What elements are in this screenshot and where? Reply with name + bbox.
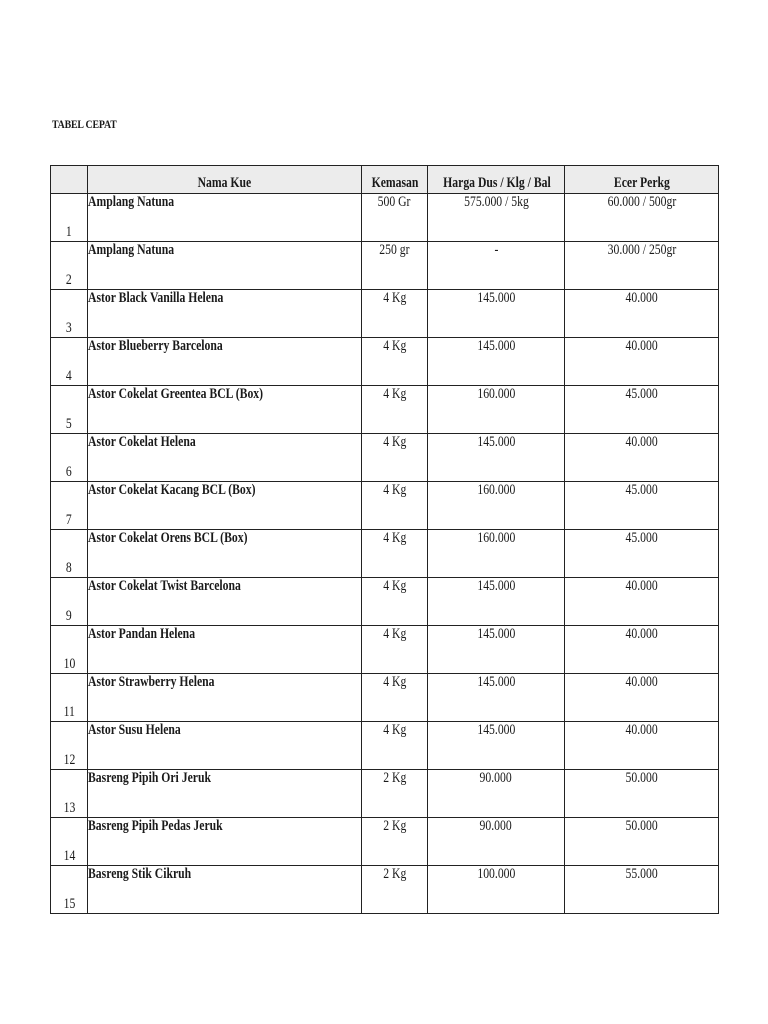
bulk-price-cell: 145.000 xyxy=(428,434,565,482)
bulk-price-cell: 145.000 xyxy=(428,626,565,674)
table-row xyxy=(51,818,719,866)
header-bulk-price: Harga Dus / Klg / Bal xyxy=(428,166,565,194)
bulk-price-cell: 145.000 xyxy=(428,290,565,338)
product-name-cell: Astor Cokelat Helena xyxy=(88,434,362,482)
row-number-cell: 12 xyxy=(51,722,88,770)
product-name-cell: Basreng Pipih Ori Jeruk xyxy=(88,770,362,818)
packaging-cell: 4 Kg xyxy=(362,482,428,530)
table-row xyxy=(51,530,719,578)
bulk-price-cell: 90.000 xyxy=(428,770,565,818)
retail-price-cell: 60.000 / 500gr xyxy=(565,194,719,242)
table-row xyxy=(51,194,719,242)
row-number-cell: 2 xyxy=(51,242,88,290)
packaging-cell: 4 Kg xyxy=(362,674,428,722)
bulk-price-cell: 145.000 xyxy=(428,674,565,722)
retail-price-cell: 55.000 xyxy=(565,866,719,914)
bulk-price-cell: 160.000 xyxy=(428,482,565,530)
product-name-cell: Astor Cokelat Kacang BCL (Box) xyxy=(88,482,362,530)
retail-price-cell: 40.000 xyxy=(565,722,719,770)
packaging-cell: 4 Kg xyxy=(362,434,428,482)
table-row xyxy=(51,866,719,914)
packaging-cell: 4 Kg xyxy=(362,722,428,770)
product-name-cell: Astor Cokelat Greentea BCL (Box) xyxy=(88,386,362,434)
row-number-cell: 14 xyxy=(51,818,88,866)
bulk-price-cell: 575.000 / 5kg xyxy=(428,194,565,242)
table-row xyxy=(51,338,719,386)
product-name-cell: Amplang Natuna xyxy=(88,242,362,290)
retail-price-cell: 40.000 xyxy=(565,674,719,722)
header-retail-price: Ecer Perkg xyxy=(565,166,719,194)
document-title: TABEL CEPAT xyxy=(52,117,117,131)
table-body xyxy=(51,194,719,914)
product-name-cell: Astor Cokelat Twist Barcelona xyxy=(88,578,362,626)
table-row xyxy=(51,242,719,290)
row-number-cell: 1 xyxy=(51,194,88,242)
product-name-cell: Astor Susu Helena xyxy=(88,722,362,770)
row-number-cell: 13 xyxy=(51,770,88,818)
row-number-cell: 7 xyxy=(51,482,88,530)
table-row xyxy=(51,290,719,338)
retail-price-cell: 40.000 xyxy=(565,338,719,386)
table-row xyxy=(51,434,719,482)
retail-price-cell: 50.000 xyxy=(565,770,719,818)
table-row xyxy=(51,482,719,530)
packaging-cell: 4 Kg xyxy=(362,290,428,338)
product-name-cell: Basreng Stik Cikruh xyxy=(88,866,362,914)
packaging-cell: 2 Kg xyxy=(362,818,428,866)
bulk-price-cell: 145.000 xyxy=(428,722,565,770)
retail-price-cell: 45.000 xyxy=(565,530,719,578)
row-number-cell: 9 xyxy=(51,578,88,626)
row-number-cell: 8 xyxy=(51,530,88,578)
row-number-cell: 3 xyxy=(51,290,88,338)
bulk-price-cell: 160.000 xyxy=(428,386,565,434)
table-row xyxy=(51,626,719,674)
bulk-price-cell: 90.000 xyxy=(428,818,565,866)
packaging-cell: 4 Kg xyxy=(362,338,428,386)
bulk-price-cell: 160.000 xyxy=(428,530,565,578)
retail-price-cell: 45.000 xyxy=(565,482,719,530)
table-header xyxy=(51,166,719,194)
table-row xyxy=(51,722,719,770)
product-name-cell: Astor Cokelat Orens BCL (Box) xyxy=(88,530,362,578)
row-number-cell: 6 xyxy=(51,434,88,482)
retail-price-cell: 40.000 xyxy=(565,434,719,482)
product-name-cell: Astor Strawberry Helena xyxy=(88,674,362,722)
retail-price-cell: 45.000 xyxy=(565,386,719,434)
table-row xyxy=(51,578,719,626)
packaging-cell: 250 gr xyxy=(362,242,428,290)
header-name: Nama Kue xyxy=(88,166,362,194)
retail-price-cell: 30.000 / 250gr xyxy=(565,242,719,290)
header-packaging: Kemasan xyxy=(362,166,428,194)
product-name-cell: Amplang Natuna xyxy=(88,194,362,242)
bulk-price-cell: 100.000 xyxy=(428,866,565,914)
packaging-cell: 2 Kg xyxy=(362,770,428,818)
bulk-price-cell: - xyxy=(428,242,565,290)
product-name-cell: Astor Pandan Helena xyxy=(88,626,362,674)
product-name-cell: Astor Black Vanilla Helena xyxy=(88,290,362,338)
retail-price-cell: 40.000 xyxy=(565,626,719,674)
product-name-cell: Astor Blueberry Barcelona xyxy=(88,338,362,386)
packaging-cell: 4 Kg xyxy=(362,626,428,674)
packaging-cell: 4 Kg xyxy=(362,530,428,578)
row-number-cell: 4 xyxy=(51,338,88,386)
table-row xyxy=(51,770,719,818)
row-number-cell: 10 xyxy=(51,626,88,674)
table-row xyxy=(51,674,719,722)
retail-price-cell: 50.000 xyxy=(565,818,719,866)
table-row xyxy=(51,386,719,434)
row-number-cell: 11 xyxy=(51,674,88,722)
header-no xyxy=(51,166,88,194)
bulk-price-cell: 145.000 xyxy=(428,578,565,626)
retail-price-cell: 40.000 xyxy=(565,290,719,338)
packaging-cell: 4 Kg xyxy=(362,578,428,626)
price-table xyxy=(50,165,719,914)
retail-price-cell: 40.000 xyxy=(565,578,719,626)
packaging-cell: 4 Kg xyxy=(362,386,428,434)
product-name-cell: Basreng Pipih Pedas Jeruk xyxy=(88,818,362,866)
row-number-cell: 5 xyxy=(51,386,88,434)
row-number-cell: 15 xyxy=(51,866,88,914)
bulk-price-cell: 145.000 xyxy=(428,338,565,386)
packaging-cell: 2 Kg xyxy=(362,866,428,914)
header-row xyxy=(51,166,719,194)
packaging-cell: 500 Gr xyxy=(362,194,428,242)
